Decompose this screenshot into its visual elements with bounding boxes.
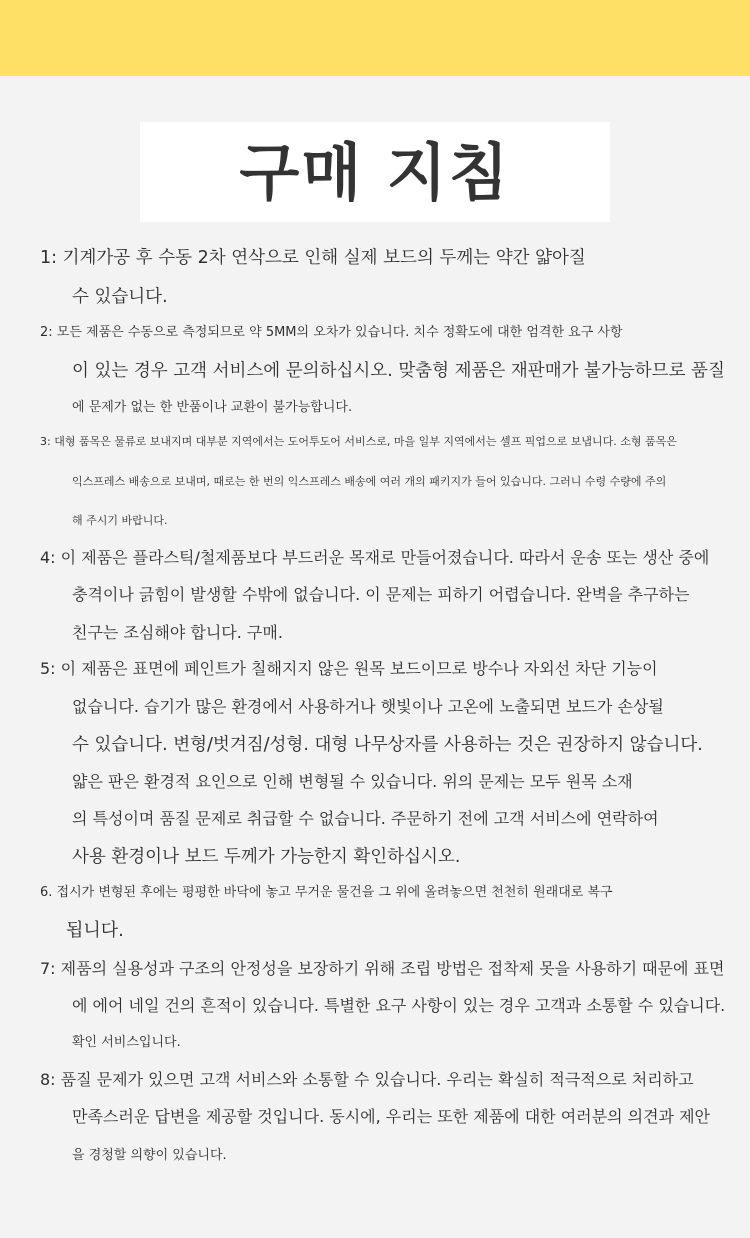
guideline-line: 없습니다. 습기가 많은 환경에서 사용하거나 햇빛이나 고온에 노출되면 보드가 손상될 xyxy=(72,697,664,716)
guideline-line: 8: 품질 문제가 있으면 고객 서비스와 소통할 수 있습니다. 우리는 확실히 적극적으로 처리하고 xyxy=(40,1070,694,1089)
guideline-line: 만족스러운 답변을 제공할 것입니다. 동시에, 우리는 또한 제품에 대한 여러분의 의견과 제안 xyxy=(72,1107,710,1126)
guideline-line: 충격이나 긁힘이 발생할 수밖에 없습니다. 이 문제는 피하기 어렵습니다. 완벽을 추구하는 xyxy=(72,585,690,604)
guideline-line: 이 있는 경우 고객 서비스에 문의하십시오. 맞춤형 제품은 재판매가 불가능하므로 품질 xyxy=(72,361,725,381)
guideline-line: 5: 이 제품은 표면에 페인트가 칠해지지 않은 원목 보드이므로 방수나 자외선 차단 기능이 xyxy=(40,659,658,678)
guideline-line: 2: 모든 제품은 수동으로 측정되므로 약 5MM의 오차가 있습니다. 치수 정확도에 대한 엄격한 요구 사항 xyxy=(40,325,623,340)
guideline-line: 의 특성이며 품질 문제로 취급할 수 없습니다. 주문하기 전에 고객 서비스에 연락하여 xyxy=(72,809,659,828)
guideline-line: 수 있습니다. xyxy=(72,287,168,307)
top-banner xyxy=(0,0,750,76)
guideline-line: 4: 이 제품은 플라스틱/철제품보다 부드러운 목재로 만들어졌습니다. 따라서 운송 또는 생산 중에 xyxy=(40,548,710,567)
page-title: 구매 지침 xyxy=(239,136,511,209)
guideline-line: 에 문제가 없는 한 반품이나 교환이 불가능합니다. xyxy=(72,400,353,415)
guideline-line: 됩니다. xyxy=(66,920,124,941)
guideline-line: 7: 제품의 실용성과 구조의 안정성을 보장하기 위해 조립 방법은 접착제 못을 사용하기 때문에 표면 xyxy=(40,959,725,978)
guideline-line: 친구는 조심해야 합니다. 구매. xyxy=(72,623,283,642)
guideline-line: 확인 서비스입니다. xyxy=(72,1035,181,1050)
guideline-line: 익스프레스 배송으로 보내며, 때로는 한 번의 익스프레스 배송에 여러 개의 패키지가 들어 있습니다. 그러니 수령 수량에 주의 xyxy=(72,475,667,488)
guideline-line: 6. 접시가 변형된 후에는 평평한 바닥에 놓고 무거운 물건을 그 위에 올려놓으면 천천히 원래대로 복구 xyxy=(40,885,613,900)
guideline-line: 수 있습니다. 변형/벗겨짐/성형. 대형 나무상자를 사용하는 것은 권장하지 않습니다. xyxy=(72,735,703,755)
guideline-line: 을 경청할 의향이 있습니다. xyxy=(72,1148,227,1163)
guideline-line: 에 에어 네일 건의 흔적이 있습니다. 특별한 요구 사항이 있는 경우 고객과 소통할 수 있습니다. xyxy=(72,996,726,1015)
guideline-line: 해 주시기 바랍니다. xyxy=(72,514,168,527)
guideline-line: 3: 대형 품목은 물류로 보내지며 대부분 지역에서는 도어투도어 서비스로, 마을 일부 지역에서는 셀프 픽업으로 보냅니다. 소형 품목은 xyxy=(40,435,677,448)
guideline-line: 사용 환경이나 보드 두께가 가능한지 확인하십시오. xyxy=(72,847,461,867)
guideline-line: 1: 기계가공 후 수동 2차 연삭으로 인해 실제 보드의 두께는 약간 얇아질 xyxy=(40,248,586,268)
guideline-line: 얇은 판은 환경적 요인으로 인해 변형될 수 있습니다. 위의 문제는 모두 원목 소재 xyxy=(72,772,633,791)
